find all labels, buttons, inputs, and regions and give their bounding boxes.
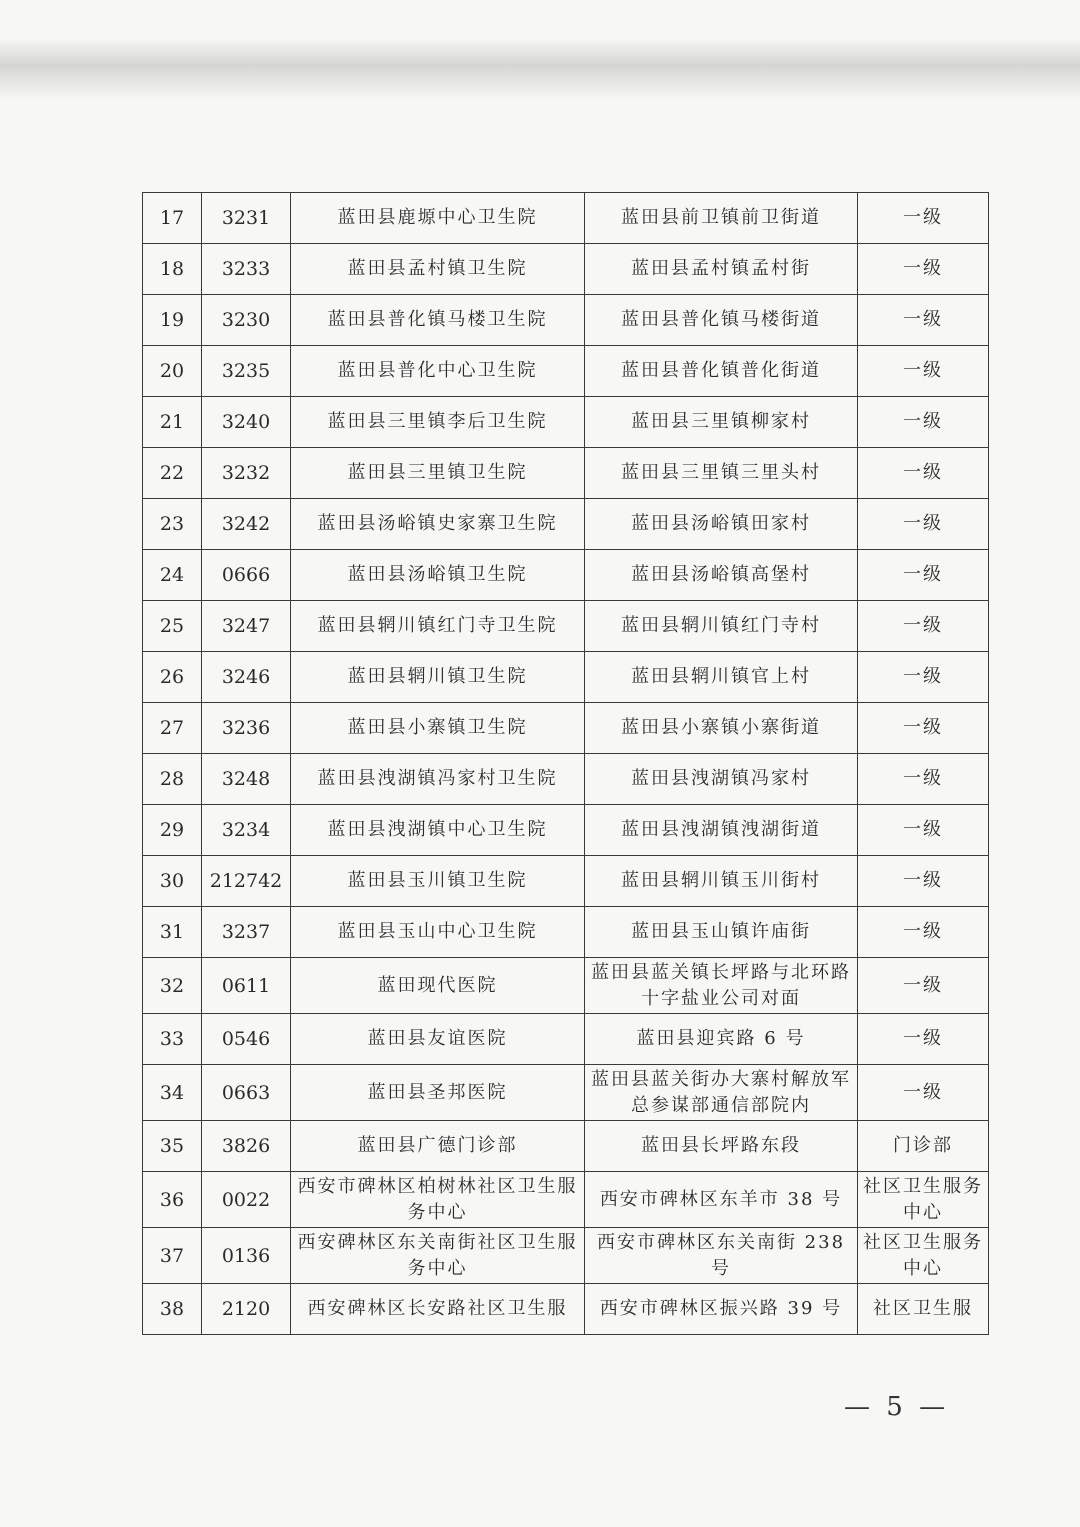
address-cell: 蓝田县洩湖镇洩湖街道	[585, 805, 858, 856]
institution-name-cell: 蓝田县玉川镇卫生院	[291, 856, 585, 907]
institution-name-cell: 蓝田县孟村镇卫生院	[291, 244, 585, 295]
address-cell: 蓝田县洩湖镇冯家村	[585, 754, 858, 805]
level-cell: 一级	[858, 805, 989, 856]
institution-code-cell: 3237	[202, 907, 291, 958]
table-row	[143, 550, 989, 601]
row-number-cell: 20	[143, 346, 202, 397]
table-row	[143, 1065, 989, 1121]
level-cell: 一级	[858, 295, 989, 346]
row-number-cell: 17	[143, 193, 202, 244]
table-row	[143, 499, 989, 550]
institution-name-cell: 蓝田县小寨镇卫生院	[291, 703, 585, 754]
level-cell: 一级	[858, 856, 989, 907]
level-cell: 一级	[858, 397, 989, 448]
address-cell: 蓝田县三里镇三里头村	[585, 448, 858, 499]
level-cell: 一级	[858, 193, 989, 244]
address-cell: 蓝田县长坪路东段	[585, 1121, 858, 1172]
institution-name-cell: 蓝田县辋川镇红门寺卫生院	[291, 601, 585, 652]
institution-name-cell: 蓝田县广德门诊部	[291, 1121, 585, 1172]
row-number-cell: 27	[143, 703, 202, 754]
institution-name-cell: 蓝田县洩湖镇冯家村卫生院	[291, 754, 585, 805]
level-cell: 一级	[858, 601, 989, 652]
row-number-cell: 26	[143, 652, 202, 703]
level-cell: 一级	[858, 499, 989, 550]
row-number-cell: 24	[143, 550, 202, 601]
row-number-cell: 23	[143, 499, 202, 550]
institution-code-cell: 0546	[202, 1014, 291, 1065]
table-row	[143, 1121, 989, 1172]
institution-name-cell: 西安碑林区长安路社区卫生服	[291, 1284, 585, 1335]
institution-code-cell: 3248	[202, 754, 291, 805]
institution-code-cell: 2120	[202, 1284, 291, 1335]
address-cell: 蓝田县普化镇普化街道	[585, 346, 858, 397]
row-number-cell: 37	[143, 1228, 202, 1284]
row-number-cell: 28	[143, 754, 202, 805]
table-row	[143, 907, 989, 958]
row-number-cell: 21	[143, 397, 202, 448]
address-cell: 蓝田县辋川镇红门寺村	[585, 601, 858, 652]
scan-shadow-band	[0, 38, 1080, 100]
table-row	[143, 1284, 989, 1335]
institution-name-cell: 蓝田县友谊医院	[291, 1014, 585, 1065]
table-row	[143, 1172, 989, 1228]
table-body	[143, 193, 989, 1335]
table-row	[143, 346, 989, 397]
institution-name-cell: 蓝田县汤峪镇史家寨卫生院	[291, 499, 585, 550]
institution-code-cell: 3247	[202, 601, 291, 652]
address-cell: 西安市碑林区东关南街 238 号	[585, 1228, 858, 1284]
institution-name-cell: 蓝田县普化镇马楼卫生院	[291, 295, 585, 346]
institution-code-cell: 0611	[202, 958, 291, 1014]
address-cell: 蓝田县孟村镇孟村街	[585, 244, 858, 295]
institution-code-cell: 3240	[202, 397, 291, 448]
row-number-cell: 35	[143, 1121, 202, 1172]
institution-name-cell: 蓝田县三里镇李后卫生院	[291, 397, 585, 448]
table-row	[143, 805, 989, 856]
table-row	[143, 397, 989, 448]
institution-code-cell: 3231	[202, 193, 291, 244]
table-row	[143, 652, 989, 703]
table-row	[143, 703, 989, 754]
row-number-cell: 33	[143, 1014, 202, 1065]
institution-name-cell: 蓝田县汤峪镇卫生院	[291, 550, 585, 601]
row-number-cell: 34	[143, 1065, 202, 1121]
level-cell: 一级	[858, 448, 989, 499]
table-row	[143, 193, 989, 244]
page-number: — 5 —	[844, 1392, 950, 1422]
institution-code-cell: 3236	[202, 703, 291, 754]
level-cell: 一级	[858, 703, 989, 754]
address-cell: 蓝田县辋川镇官上村	[585, 652, 858, 703]
institution-code-cell: 0663	[202, 1065, 291, 1121]
level-cell: 社区卫生服	[858, 1284, 989, 1335]
institution-name-cell: 蓝田县普化中心卫生院	[291, 346, 585, 397]
table-row	[143, 958, 989, 1014]
address-cell: 蓝田县小寨镇小寨街道	[585, 703, 858, 754]
institution-name-cell: 蓝田县鹿塬中心卫生院	[291, 193, 585, 244]
level-cell: 一级	[858, 346, 989, 397]
institution-name-cell: 西安碑林区东关南街社区卫生服务中心	[291, 1228, 585, 1284]
address-cell: 蓝田县普化镇马楼街道	[585, 295, 858, 346]
institution-code-cell: 212742	[202, 856, 291, 907]
row-number-cell: 31	[143, 907, 202, 958]
institution-name-cell: 西安市碑林区柏树林社区卫生服务中心	[291, 1172, 585, 1228]
institution-name-cell: 蓝田县三里镇卫生院	[291, 448, 585, 499]
row-number-cell: 19	[143, 295, 202, 346]
address-cell: 蓝田县三里镇柳家村	[585, 397, 858, 448]
level-cell: 社区卫生服务中心	[858, 1228, 989, 1284]
row-number-cell: 30	[143, 856, 202, 907]
table-row	[143, 1228, 989, 1284]
level-cell: 一级	[858, 958, 989, 1014]
level-cell: 一级	[858, 1065, 989, 1121]
institution-code-cell: 0022	[202, 1172, 291, 1228]
table-row	[143, 244, 989, 295]
table-row	[143, 856, 989, 907]
level-cell: 一级	[858, 1014, 989, 1065]
level-cell: 一级	[858, 754, 989, 805]
institution-name-cell: 蓝田县辋川镇卫生院	[291, 652, 585, 703]
institution-code-cell: 3232	[202, 448, 291, 499]
institution-name-cell: 蓝田县圣邦医院	[291, 1065, 585, 1121]
hospital-list-table	[142, 192, 989, 1335]
row-number-cell: 29	[143, 805, 202, 856]
level-cell: 一级	[858, 652, 989, 703]
address-cell: 西安市碑林区振兴路 39 号	[585, 1284, 858, 1335]
row-number-cell: 18	[143, 244, 202, 295]
institution-name-cell: 蓝田县玉山中心卫生院	[291, 907, 585, 958]
table-row	[143, 754, 989, 805]
row-number-cell: 36	[143, 1172, 202, 1228]
level-cell: 一级	[858, 244, 989, 295]
table-row	[143, 601, 989, 652]
institution-name-cell: 蓝田县洩湖镇中心卫生院	[291, 805, 585, 856]
address-cell: 蓝田县迎宾路 6 号	[585, 1014, 858, 1065]
address-cell: 蓝田县辋川镇玉川街村	[585, 856, 858, 907]
row-number-cell: 22	[143, 448, 202, 499]
level-cell: 一级	[858, 907, 989, 958]
institution-code-cell: 3826	[202, 1121, 291, 1172]
institution-code-cell: 3242	[202, 499, 291, 550]
address-cell: 蓝田县前卫镇前卫街道	[585, 193, 858, 244]
level-cell: 社区卫生服务中心	[858, 1172, 989, 1228]
address-cell: 蓝田县蓝关镇长坪路与北环路十字盐业公司对面	[585, 958, 858, 1014]
address-cell: 蓝田县玉山镇许庙街	[585, 907, 858, 958]
institution-code-cell: 0136	[202, 1228, 291, 1284]
address-cell: 西安市碑林区东羊市 38 号	[585, 1172, 858, 1228]
institution-code-cell: 3230	[202, 295, 291, 346]
institution-name-cell: 蓝田现代医院	[291, 958, 585, 1014]
table-row	[143, 295, 989, 346]
row-number-cell: 38	[143, 1284, 202, 1335]
institution-code-cell: 3233	[202, 244, 291, 295]
table-row	[143, 1014, 989, 1065]
row-number-cell: 32	[143, 958, 202, 1014]
institution-code-cell: 3246	[202, 652, 291, 703]
level-cell: 门诊部	[858, 1121, 989, 1172]
table-row	[143, 448, 989, 499]
level-cell: 一级	[858, 550, 989, 601]
address-cell: 蓝田县蓝关街办大寨村解放军总参谋部通信部院内	[585, 1065, 858, 1121]
row-number-cell: 25	[143, 601, 202, 652]
institution-code-cell: 3235	[202, 346, 291, 397]
address-cell: 蓝田县汤峪镇高堡村	[585, 550, 858, 601]
institution-code-cell: 0666	[202, 550, 291, 601]
institution-code-cell: 3234	[202, 805, 291, 856]
address-cell: 蓝田县汤峪镇田家村	[585, 499, 858, 550]
